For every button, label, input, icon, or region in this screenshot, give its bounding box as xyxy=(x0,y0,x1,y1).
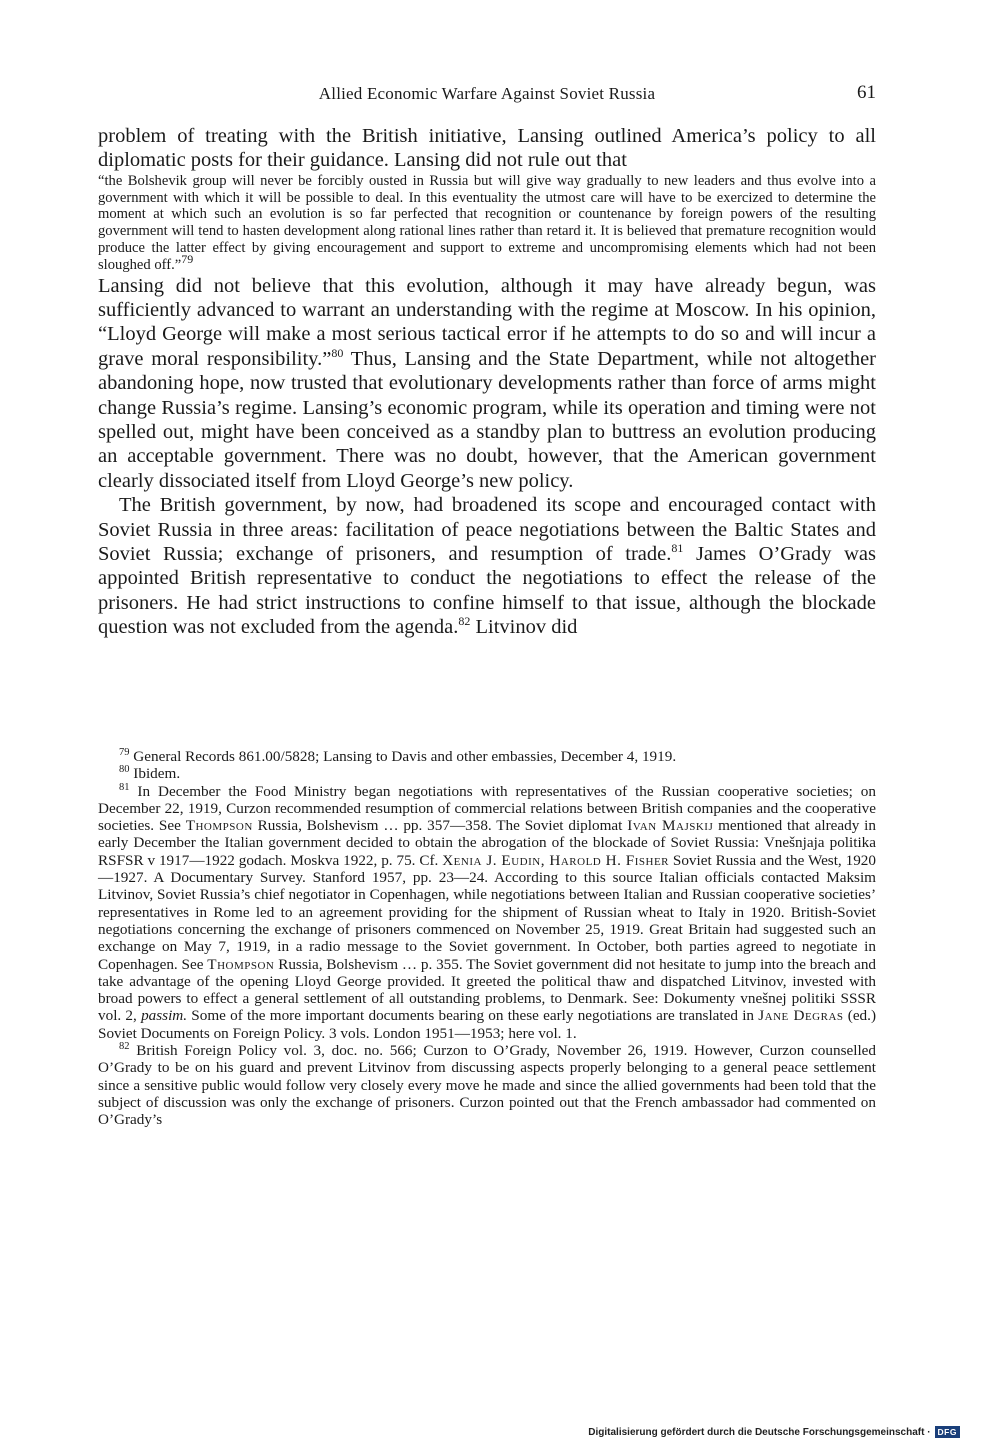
paragraph-2 xyxy=(98,274,876,494)
footnote-82 xyxy=(98,1042,876,1128)
paragraph-3-text-b: James O’Grady was appointed British representative to conduct the negotiations to effect the release of the prisoners. He had strict instructions to confine himself to that issue, although the blockade question was not excluded from the agenda. xyxy=(98,543,876,639)
footnote-text: General Records 861.00/5828; Lansing to Davis and other embassies, December 4, 1919. xyxy=(129,748,677,765)
footnote-text: British Foreign Policy vol. 3, doc. no. 566; Curzon to O’Grady, November 26, 1919. However, Curzon counselled O’Grady to be on his guard and prevent Litvinov from discussing aspects properly belonging to a general peace settlement since a sensitive public would follow very closely every move he made and since the allied governments had been told that the subject of discussion was only the exchange of prisoners. Curzon pointed out that the French ambassador had commented on O’Grady’s xyxy=(98,1042,876,1129)
author-name: Thompson xyxy=(185,817,253,835)
page-header xyxy=(98,80,876,110)
main-text xyxy=(98,124,876,640)
footnote-text: Soviet Russia and the West, 1920—1927. A Documentary Survey. Stanford 1957, pp. 23—24. According to this source Italian officials contacted Maksim Litvinov, Soviet Russia’s chief negotiator in Copenhagen, while negotiations between Italian and Russian cooperative societies’ representatives in Rome led to an agreement providing for the shipment of Russian wheat to Italy in 1920. British-Soviet negotiations concerning the exchange of prisoners commenced on November 25, 1919. Great Britain had suggested such an exchange on May 7, 1919, in a radio message to the Soviet government. In October, both parties agreed to negotiate in Copenhagen. See xyxy=(98,851,876,973)
footnote-ref-82: 82 xyxy=(458,614,471,629)
paragraph-2-text-b: Thus, Lansing and the State Department, while not altogether abandoning hope, now trusted that evolutionary developments rather than force of arms might change Russia’s regime. Lansing’s economic program, while its operation and timing were not spelled out, might have been conceived as a standby plan to buttress an evolution producing an acceptable government. There was no doubt, however, that the American government clearly dissociated itself from Lloyd George’s new policy. xyxy=(98,347,876,492)
footnote-text: Some of the more important documents bearing on these early negotiations are translated in xyxy=(187,1007,759,1025)
footnote-ref-80: 80 xyxy=(331,345,344,360)
paragraph-3-text-c: Litvinov did xyxy=(470,616,578,639)
footnote-text: In December the Food Ministry began negotiations with representatives of the Russian cooperative societies; on December 22, 1919, Curzon recommended resumption of commercial relations between British companies and the cooperative societies. See xyxy=(98,782,876,835)
paragraph-3-text-a: The British government, by now, had broadened its scope and encouraged contact with Soviet Russia in three areas: facilitation of peace negotiations between the Baltic States and Soviet Russia; exchange of prisoners, and resumption of trade. xyxy=(98,494,876,566)
footnote-text: Russia, Bolshevism … p. 355. The Soviet government did not hesitate to jump into the breach and take advantage of the opening Lloyd George provided. It greeted the political thaw and dispatched Litvinov, invested with broad powers to effect a general settlement of all outstanding problems, to Denmark. See: Dokumenty vnešnej politiki SSSR vol. 2, xyxy=(98,955,877,1025)
footnote-text: Ibidem. xyxy=(129,765,181,783)
footnote-79 xyxy=(98,748,876,765)
author-name: Jane Degras xyxy=(758,1007,844,1025)
italic-term: passim. xyxy=(141,1007,188,1025)
paragraph-3 xyxy=(98,493,876,639)
footnote-text: Russia, Bolshevism … pp. 357—358. The Soviet diplomat xyxy=(252,817,628,835)
running-title: Allied Economic Warfare Against Soviet Russia xyxy=(318,84,656,103)
footnote-text: mentioned that already in early December the Italian government decided to obtain the abrogation of the blockade of Soviet Russia: Vnešnjaja politika RSFSR v 1917—1922 godach. Moskva 1922, p. 75. Cf. xyxy=(98,817,876,869)
footnotes xyxy=(98,748,876,1129)
footnote-number: 81 xyxy=(119,781,130,793)
block-quote xyxy=(98,173,876,274)
author-name: Ivan Majskij xyxy=(627,817,714,835)
dfg-logo: DFG xyxy=(935,1426,960,1438)
footnote-ref-79: 79 xyxy=(181,251,194,266)
quote-text: “the Bolshevik group will never be forcibly ousted in Russia but will give way gradually to new leaders and thus evolve into a government with which it will be possible to deal. In this eventuality the utmost care will have to be exercized to determine the moment at which such an evolution is so far perfected that recognition or countenance by foreign powers of the resulting government will tend to hasten development along rational lines rather than retard it. It is believed that premature recognition would produce the latter effect by giving encouragement and support to extreme and uncompromising elements which had not been sloughed off.” xyxy=(98,172,876,273)
footnote-80 xyxy=(98,765,876,782)
paragraph-2-text-a: Lansing did not believe that this evolution, although it may have already begun, was sufficiently advanced to warrant an understanding with the regime at Moscow. In his opinion, “Lloyd George will make a most serious tactical error if he attempts to do so and will incur a grave moral responsibility.” xyxy=(98,274,876,370)
footnote-81 xyxy=(98,783,876,1042)
page-number: 61 xyxy=(857,82,876,103)
footnote-ref-81: 81 xyxy=(671,541,684,556)
paragraph-1: problem of treating with the British initiative, Lansing outlined America’s policy to all diplomatic posts for their guidance. Lansing did not rule out that xyxy=(98,125,876,172)
footnote-number: 79 xyxy=(119,746,130,758)
digitization-credit xyxy=(588,1426,960,1438)
author-name: Thompson xyxy=(207,955,275,973)
footnote-text: (ed.) Soviet Documents on Foreign Policy. 3 vols. London 1951—1953; here vol. 1. xyxy=(98,1007,877,1042)
footnote-number: 80 xyxy=(119,764,130,776)
author-name: Xenia J. Eudin, Harold H. Fisher xyxy=(442,851,669,869)
credit-text: Digitalisierung gefördert durch die Deutsche Forschungsgemeinschaft · xyxy=(588,1426,931,1438)
footnote-number: 82 xyxy=(119,1040,130,1052)
